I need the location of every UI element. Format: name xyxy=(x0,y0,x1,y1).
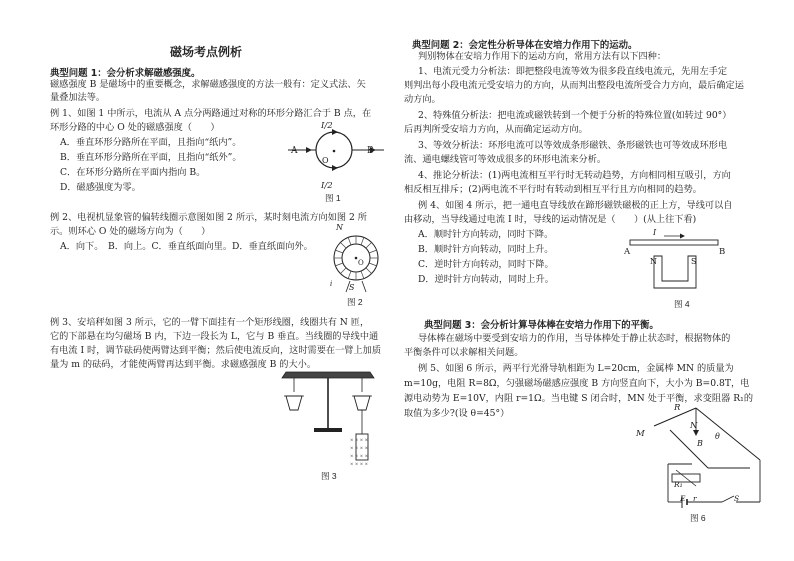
fig6-label-r1: R₁ xyxy=(674,480,683,489)
fig4-label-n: N xyxy=(650,257,657,266)
paragraph-line: 量叠加法等。 xyxy=(50,92,106,103)
method-line: 3、等效分析法：环形电流可以等效成条形磁铁、条形磁铁也可等效成环形电 xyxy=(418,140,728,151)
fig6-label-e: E xyxy=(680,494,686,503)
option-c: C．在环形分路所在平面内指向 B。 xyxy=(60,167,206,178)
figure-1-caption: 图 1 xyxy=(325,193,341,203)
paragraph-line: 平衡条件可以求解相关问题。 xyxy=(404,347,524,358)
fig6-label-s: S xyxy=(734,494,740,503)
paragraph-line: 导体棒在磁场中要受到安培力的作用，当导体棒处于静止状态时，根据物体的 xyxy=(418,333,731,344)
figure-6-rail-circuit xyxy=(652,404,766,510)
fig6-label-theta: θ xyxy=(715,432,720,441)
example-3-line: 例 3、安培秤如图 3 所示，它的一臂下面挂有一个矩形线圈，线圈共有 N 匝， xyxy=(50,317,370,328)
section-heading-2: 典型问题 2：会定性分析导体在安培力作用下的运动。 xyxy=(412,40,638,51)
figure-2-deflection-coil xyxy=(328,226,384,296)
example-3-line: 有电流 I 时，调节砝码使两臂达到平衡；然后使电流反向，这时需要在一臂上加质 xyxy=(50,345,382,356)
example-5-line: 取值为多少?(设 θ=45°） xyxy=(404,408,510,419)
example-3-line: 它的下部悬在均匀磁场 B 内，下边一段长为 L，它与 B 垂直。当线圈的导线中通 xyxy=(50,331,379,342)
svg-text:× × × ×: × × × × xyxy=(350,438,369,444)
fig6-label-n: N xyxy=(690,421,698,431)
figure-1-ring-circuit xyxy=(288,120,388,198)
paragraph-line: 判别物体在安培力作用下的运动方向，常用方法有以下四种： xyxy=(418,51,667,62)
fig4-label-s: S xyxy=(691,257,697,266)
page-title: 磁场考点例析 xyxy=(170,45,243,59)
fig2-label-s: S xyxy=(349,283,355,292)
fig6-label-m: M xyxy=(636,429,645,439)
fig1-top-current: I/2 xyxy=(321,121,333,131)
fig1-label-b: B xyxy=(367,146,374,156)
figure-3-ampere-balance xyxy=(272,366,384,470)
fig6-label-r: r xyxy=(693,494,697,503)
fig2-label-n: N xyxy=(336,223,343,232)
method-line: 后再判所受安培力方向，从而确定运动方向。 xyxy=(404,124,588,135)
fig1-label-o: O xyxy=(322,156,329,165)
fig4-label-b: B xyxy=(719,247,726,257)
method-line: 动方向。 xyxy=(404,94,441,105)
option-a: A．垂直环形分路所在平面，且指向“纸内”。 xyxy=(60,137,242,148)
fig4-label-i: I xyxy=(653,228,657,237)
method-line: 则判出每小段电流元受安培力的方向，从而判出整段电流所受合力方向，最后确定运 xyxy=(404,80,744,91)
svg-text:× × × ×: × × × × xyxy=(350,454,369,460)
method-line: 4、推论分析法：(1)两电流相互平行时无转动趋势，方向相同相互吸引，方向 xyxy=(418,170,731,181)
example-5-line: m=10g，电阻 R=8Ω，匀强磁场磁感应强度 B 方向竖直向下，大小为 B=0.8T，电 xyxy=(404,378,750,389)
fig4-label-a: A xyxy=(624,247,631,257)
method-line: 2、特殊值分析法：把电流或磁铁转到一个便于分析的特殊位置(如转过 90°） xyxy=(418,110,732,121)
example-5-line: 例 5、如图 6 所示，两平行光滑导轨相距为 L=20cm，金属棒 MN 的质量为 xyxy=(418,363,734,374)
figure-2-caption: 图 2 xyxy=(347,297,363,307)
figure-3-caption: 图 3 xyxy=(321,471,337,481)
example-2-options: A．向下。 B．向上。C．垂直纸面向里。D．垂直纸面向外。 xyxy=(60,241,313,252)
example-5-line: 源电动势为 E=10V，内阻 r=1Ω。当电键 S 闭合时，MN 处于平衡，求变阻器 R₁的 xyxy=(404,393,754,404)
fig2-label-o: O xyxy=(358,259,364,267)
fig6-label-b: B xyxy=(697,439,703,448)
example-3-line: 量为 m 的砝码，才能使两臂再达到平衡。求磁感强度 B 的大小。 xyxy=(50,359,317,370)
method-line: 流、通电螺线管可等效成很多的环形电流来分析。 xyxy=(404,154,607,165)
option-a: A．顺时针方向转动，同时下降。 xyxy=(418,229,554,240)
figure-6-caption: 图 6 xyxy=(690,513,706,523)
example-2-line: 例 2、电视机显象管的偏转线圈示意图如图 2 所示，某时刻电流方向如图 2 所 xyxy=(50,212,367,223)
svg-text:× × × ×: × × × × xyxy=(350,446,369,452)
paragraph-line: 磁感强度 B 是磁场中的重要概念，求解磁感强度的方法一般有：定义式法、矢 xyxy=(50,79,366,90)
example-1-line: 例 1、如图 1 中所示，电流从 A 点分两路通过对称的环形分路汇合于 B 点，在 xyxy=(50,108,372,119)
option-b: B．顺时针方向转动，同时上升。 xyxy=(418,244,554,255)
fig2-label-i: i xyxy=(330,280,333,288)
fig6-label-r: R xyxy=(674,403,681,413)
option-c: C．逆时针方向转动，同时下降。 xyxy=(418,259,554,270)
example-1-line: 环形分路的中心 O 处的磁感强度（ ） xyxy=(50,122,220,133)
section-heading-1: 典型问题 1：会分析求解磁感强度。 xyxy=(50,68,201,79)
fig1-label-a: A xyxy=(291,146,298,156)
fig1-bottom-current: I/2 xyxy=(321,181,333,191)
method-line: 相反相互排斥；(2)两电流不平行时有转动到相互平行且方向相同的趋势。 xyxy=(404,184,702,195)
example-2-line: 示。则环心 O 处的磁场方向为（ ） xyxy=(50,226,211,237)
section-heading-3: 典型问题 3：会分析计算导体棒在安培力作用下的平衡。 xyxy=(424,320,659,331)
option-d: D．磁感强度为零。 xyxy=(60,182,141,193)
option-d: D．逆时针方向转动，同时上升。 xyxy=(418,274,554,285)
option-b: B．垂直环形分路所在平面，且指向“纸外”。 xyxy=(60,152,242,163)
figure-4-caption: 图 4 xyxy=(674,299,690,309)
example-4-line: 例 4、如图 4 所示，把一通电直导线放在蹄形磁铁磁极的正上方，导线可以自 xyxy=(418,200,733,211)
svg-text:× × × ×: × × × × xyxy=(350,462,369,468)
example-4-line: 由移动，当导线通过电流 I 时，导线的运动情况是（ ）(从上往下看) xyxy=(404,214,697,225)
method-line: 1、电流元受力分析法：即把整段电流等效为很多段直线电流元，先用左手定 xyxy=(418,66,728,77)
figure-4-wire-magnet xyxy=(624,228,728,298)
